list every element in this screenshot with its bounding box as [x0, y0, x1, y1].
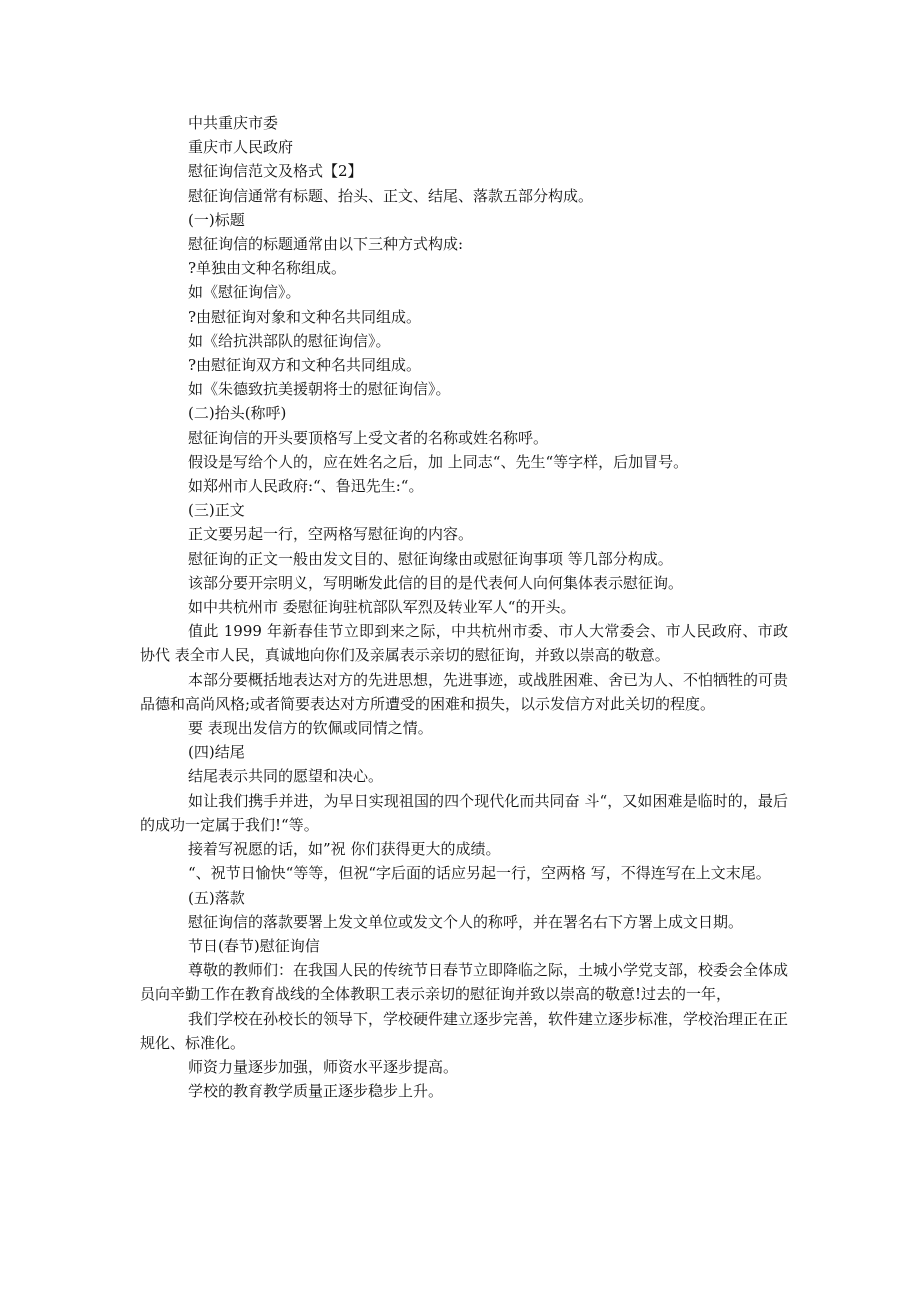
paragraph: ?由慰征询对象和文种名共同组成。 [188, 307, 422, 326]
section-heading: (三)正文 [188, 501, 245, 520]
paragraph: 慰征询信通常有标题、抬头、正文、结尾、落款五部分构成。 [188, 186, 594, 205]
paragraph: 重庆市人民政府 [188, 138, 294, 157]
paragraph: ?由慰征询双方和文种名共同组成。 [188, 356, 422, 375]
paragraph: 该部分要开宗明义，写明晰发此信的目的是代表何人向何集体表示慰征询。 [188, 573, 684, 592]
section-heading: (一)标题 [188, 210, 245, 229]
section-heading: (四)结尾 [188, 743, 245, 762]
paragraph: 慰征询信范文及格式【2】 [188, 162, 363, 181]
section-heading: (二)抬头(称呼) [188, 404, 287, 423]
paragraph: 中共重庆市委 [188, 114, 279, 132]
paragraph: 假设是写给个人的，应在姓名之后，加 上同志“、先生“等字样，后加冒号。 [188, 452, 689, 471]
paragraph: 要 表现出发信方的钦佩或同情之情。 [188, 719, 433, 738]
paragraph: 我们学校在孙校长的领导下，学校硬件建立逐步完善，软件建立逐步标准，学校治理正在正规化、标准化。 [140, 1009, 789, 1052]
paragraph: 慰征询信的落款要署上发文单位或发文个人的称呼，并在署名右下方署上成文日期。 [188, 912, 744, 931]
paragraph: 如让我们携手并进，为早日实现祖国的四个现代化而共同奋 斗“，又如困难是临时的，最后的成功一定属于我们!“等。 [140, 791, 788, 834]
paragraph: 结尾表示共同的愿望和决心。 [188, 767, 384, 786]
paragraph: ?单独由文种名称组成。 [188, 259, 347, 278]
paragraph: 如中共杭州市 委慰征询驻杭部队军烈及转业军人“的开头。 [188, 598, 576, 617]
document-body [140, 111, 788, 1103]
paragraph: 本部分要概括地表达对方的先进思想，先进事迹，或战胜困难、舍已为人、不怕牺牲的可贵 品德和高尚风格;或者简要表达对方所遭受的困难和损失，以示发信方对此关切的程度。 [140, 670, 789, 713]
paragraph: 慰征询的正文一般由发文目的、慰征询缘由或慰征询事项 等几部分构成。 [188, 549, 673, 568]
section-heading: (五)落款 [188, 888, 245, 907]
paragraph: 师资力量逐步加强，师资水平逐步提高。 [188, 1057, 459, 1076]
paragraph: 如《朱德致抗美援朝将士的慰征询信》。 [188, 380, 451, 399]
paragraph: 如《给抗洪部队的慰征询信》。 [188, 331, 391, 350]
paragraph: “、祝节日愉快“等等，但祝“字后面的话应另起一行，空两格 写，不得连写在上文末尾。 [188, 864, 771, 883]
paragraph: 慰征询信的开头要顶格写上受文者的名称或姓名称呼。 [188, 428, 549, 447]
paragraph: 尊敬的教师们：在我国人民的传统节日春节立即降临之际，土城小学党支部，校委会全体成员向辛勤工作在教育战线的全体教职工表示亲切的慰征询并致以崇高的敬意!过去的一年， [140, 961, 789, 1004]
paragraph: 慰征询信的标题通常由以下三种方式构成: [188, 235, 464, 254]
paragraph: 接着写祝愿的话，如”祝 你们获得更大的成绩。 [188, 840, 501, 859]
paragraph: 正文要另起一行，空两格写慰征询的内容。 [188, 525, 474, 544]
paragraph: 如郑州市人民政府:“、鲁迅先生:“。 [188, 477, 424, 496]
paragraph: 学校的教育教学质量正逐步稳步上升。 [188, 1082, 444, 1101]
paragraph: 节日(春节)慰征询信 [188, 936, 320, 955]
paragraph: 如《慰征询信》。 [188, 283, 301, 302]
paragraph: 值此 1999 年新春佳节立即到来之际，中共杭州市委、市人大常委会、市人民政府、市政协代 表全市人民，真诚地向你们及亲属表示亲切的慰征询，并致以崇高的敬意。 [140, 622, 788, 665]
